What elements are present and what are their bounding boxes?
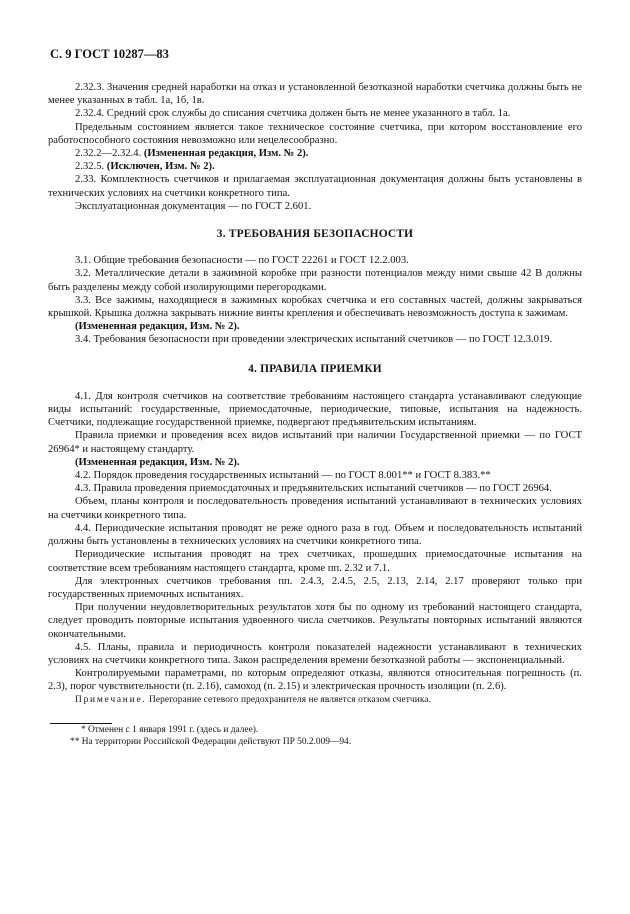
amendment-note	[48, 147, 582, 160]
paragraph-4-2: 4.2. Порядок проведения государственных испытаний — по ГОСТ 8.001** и ГОСТ 8.383.**	[75, 470, 491, 482]
note	[48, 694, 582, 707]
note-text: Перегорание сетевого предохранителя не является отказом счетчика.	[149, 694, 432, 705]
paragraph-2-33: 2.33. Комплектность счетчиков и прилагаемая эксплуатационная документация должны быть установлены в технических условиях на счетчики конкретного типа.	[48, 174, 582, 199]
paragraph-electronic-meters: Для электронных счетчиков требования пп. 2.4.3, 2.4.5, 2.5, 2.13, 2.14, 2.17 проверяют только при государственных приемочных испытаниях.	[48, 575, 582, 600]
paragraph-repeat-tests: При получении неудовлетворительных результатов хотя бы по одному из требований настоящего стандарта, следует проводить повторные испытания удвоенного числа счетчиков. Результаты повторных испытаний являются окончательными.	[48, 602, 582, 640]
paragraph-documentation: Эксплуатационная документация — по ГОСТ 2.601.	[75, 200, 312, 212]
paragraph-4-3: 4.3. Правила проведения приемосдаточных и предъявительских испытаний счетчиков — по ГОСТ 26964.	[75, 483, 552, 495]
section-heading-acceptance: 4. ПРАВИЛА ПРИЕМКИ	[248, 362, 382, 375]
amendment-note	[48, 160, 582, 173]
amendment-number: 2.32.2—2.32.4.	[75, 148, 142, 160]
paragraph-limit-state: Предельным состоянием является такое техническое состояние счетчика, при котором восстановление его работоспособного состояния невозможно или нецелесообразно.	[48, 121, 582, 146]
amendment-text: (Исключен, Изм. № 2).	[106, 161, 215, 173]
amendment-note	[48, 456, 582, 469]
paragraph-3-2: 3.2. Металлические детали в зажимной коробке при разности потенциалов между ними свыше 42 В должны быть разделены между собой изолирующими перегородками.	[48, 268, 582, 293]
paragraph-3-4: 3.4. Требования безопасности при проведении электрических испытаний счетчиков — по ГОСТ 12.3.019.	[75, 334, 553, 346]
amendment-text: (Измененная редакция, Изм. № 2).	[75, 321, 240, 333]
paragraph-4-1: 4.1. Для контроля счетчиков на соответствие требованиям настоящего стандарта устанавливают следующие виды испытаний: государственные, приемосдаточные, периодические, типовые, испытания на надежность. Счетчики, подлежащие государственной приемке, подвергают предъявительским испытаниям.	[48, 390, 582, 429]
paragraph-periodic-tests: Периодические испытания проводят на трех счетчиках, прошедших приемосдаточные испытания на соответствие всем требованиям настоящего стандарта, кроме пп. 2.32 и 7.1.	[48, 549, 582, 574]
page-header: С. 9 ГОСТ 10287—83	[50, 47, 169, 61]
footnote: ** На территории Российской Федерации действуют ПР 50.2.009—94.	[70, 737, 352, 748]
section-heading-safety: 3. ТРЕБОВАНИЯ БЕЗОПАСНОСТИ	[216, 228, 414, 241]
paragraph-4-5: 4.5. Планы, правила и периодичность контроля показателей надежности устанавливают в технических условиях на счетчики конкретного типа. Закон распределения времени безотказной работы — экспоненциальный.	[48, 641, 582, 666]
paragraph-2-32-3: 2.32.3. Значения средней наработки на отказ и установленной безотказной наработки счетчика должны быть не менее указанных в табл. 1а, 1б, 1в.	[48, 82, 582, 107]
note-label: Примечание.	[75, 694, 147, 705]
amendment-text: (Измененная редакция, Изм. № 2).	[143, 148, 309, 160]
amendment-note	[48, 320, 582, 333]
amendment-text: (Измененная редакция, Изм. № 2).	[75, 456, 240, 468]
footnote: * Отменен с 1 января 1991 г. (здесь и далее).	[81, 724, 259, 735]
paragraph-2-32-4: 2.32.4. Средний срок службы до списания счетчика должен быть не менее указанного в табл. 1а.	[75, 108, 511, 120]
paragraph-3-3: 3.3. Все зажимы, находящиеся в зажимных коробках счетчика и его составных частей, должны закрываться крышкой. Крышка должна закрывать нижние винты крепления и обеспечивать невозможность доступа к зажимам.	[48, 294, 582, 320]
paragraph-acceptance-rules: Правила приемки и проведения всех видов испытаний при наличии Государственной приемки — по ГОСТ 26964* и настоящему стандарту.	[48, 430, 582, 455]
paragraph-3-1: 3.1. Общие требования безопасности — по ГОСТ 22261 и ГОСТ 12.2.003.	[75, 255, 409, 267]
paragraph-4-4: 4.4. Периодические испытания проводят не реже одного раза в год. Объем и последовательность испытаний должны быть установлены в технических условиях на счетчики конкретного типа.	[48, 522, 582, 548]
paragraph-controlled-parameters: Контролируемыми параметрами, по которым определяют отказы, являются относительная погрешность (п. 2.3), порог чувствительности (п. 2.16), самоход (п. 2.15) и электрическая прочность изоляции (п. 2.6).	[48, 668, 582, 693]
paragraph-test-plans: Объем, планы контроля и последовательность проведения испытаний устанавливают в технических условиях на счетчики конкретного типа.	[48, 496, 582, 521]
page-body	[48, 81, 582, 749]
amendment-number: 2.32.5.	[75, 161, 105, 173]
